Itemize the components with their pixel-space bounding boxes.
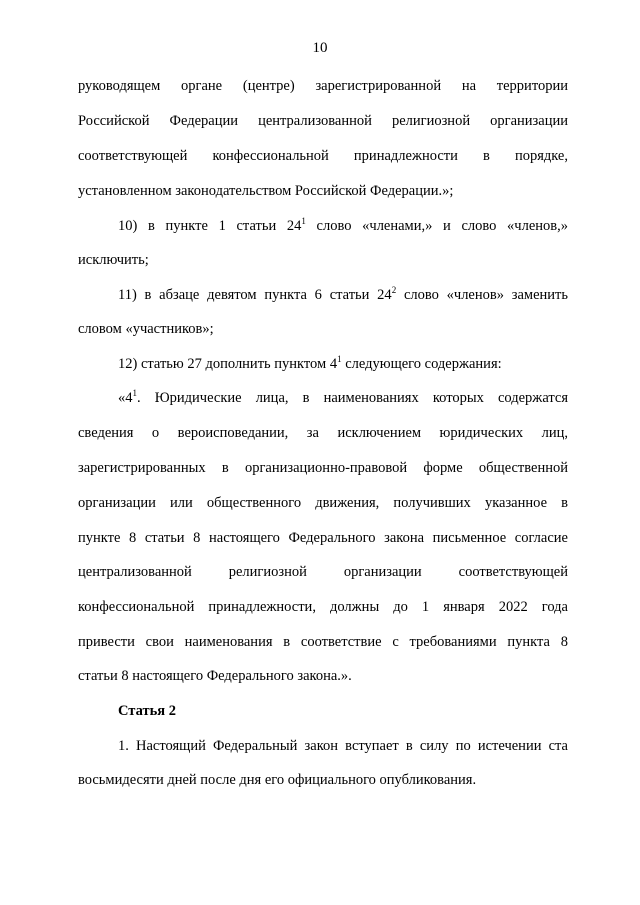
text-span: «4 — [118, 390, 133, 406]
list-item-11 — [118, 286, 568, 304]
text-line: конфессиональной принадлежности, должны до 1 января 2022 года — [78, 599, 568, 615]
superscript: 1 — [301, 216, 306, 226]
superscript: 2 — [391, 285, 397, 295]
article-heading: Статья 2 — [118, 703, 176, 719]
text-line: сведения о вероисповедании, за исключением юридических лиц, — [78, 425, 568, 441]
text-line: централизованной религиозной организации соответствующей — [78, 564, 568, 580]
list-item-10 — [118, 217, 568, 235]
text-span: 10) в пункте 1 статьи 24 — [118, 218, 302, 234]
text-line: привести свои наименования в соответствие с требованиями пункта 8 — [78, 634, 568, 650]
text-line: соответствующей конфессиональной принадлежности в порядке, — [78, 148, 568, 164]
text-span: следующего содержания: — [341, 356, 502, 372]
text-line: организации или общественного движения, получивших указанное в — [78, 495, 568, 511]
text-line: словом «участников»; — [78, 321, 214, 337]
text-line: руководящем органе (центре) зарегистрированной на территории — [78, 78, 568, 94]
text-span: 11) в абзаце девятом пункта 6 статьи 24 — [118, 287, 392, 303]
superscript: 1 — [337, 354, 342, 364]
text-line: зарегистрированных в организационно-правовой форме общественной — [78, 460, 568, 476]
text-line: Российской Федерации централизованной религиозной организации — [78, 113, 568, 129]
text-span: слово «членами,» и слово «членов,» — [305, 218, 568, 234]
text-span: 12) статью 27 дополнить пунктом 4 — [118, 356, 338, 372]
text-line: установленном законодательством Российской Федерации.»; — [78, 183, 454, 199]
page-number: 10 — [312, 40, 328, 56]
superscript: 1 — [132, 388, 137, 398]
quoted-paragraph-start — [118, 389, 568, 407]
text-line: статьи 8 настоящего Федерального закона.». — [78, 668, 352, 684]
text-line: 1. Настоящий Федеральный закон вступает в силу по истечении ста — [118, 738, 568, 754]
list-item-12 — [118, 355, 568, 373]
text-line: пункте 8 статьи 8 настоящего Федерального закона письменное согласие — [78, 530, 568, 546]
text-span: слово «членов» заменить — [396, 287, 568, 303]
text-line: исключить; — [78, 252, 149, 268]
text-line: восьмидесяти дней после дня его официального опубликования. — [78, 772, 477, 788]
text-span: . Юридические лица, в наименованиях которых содержатся — [137, 390, 568, 406]
